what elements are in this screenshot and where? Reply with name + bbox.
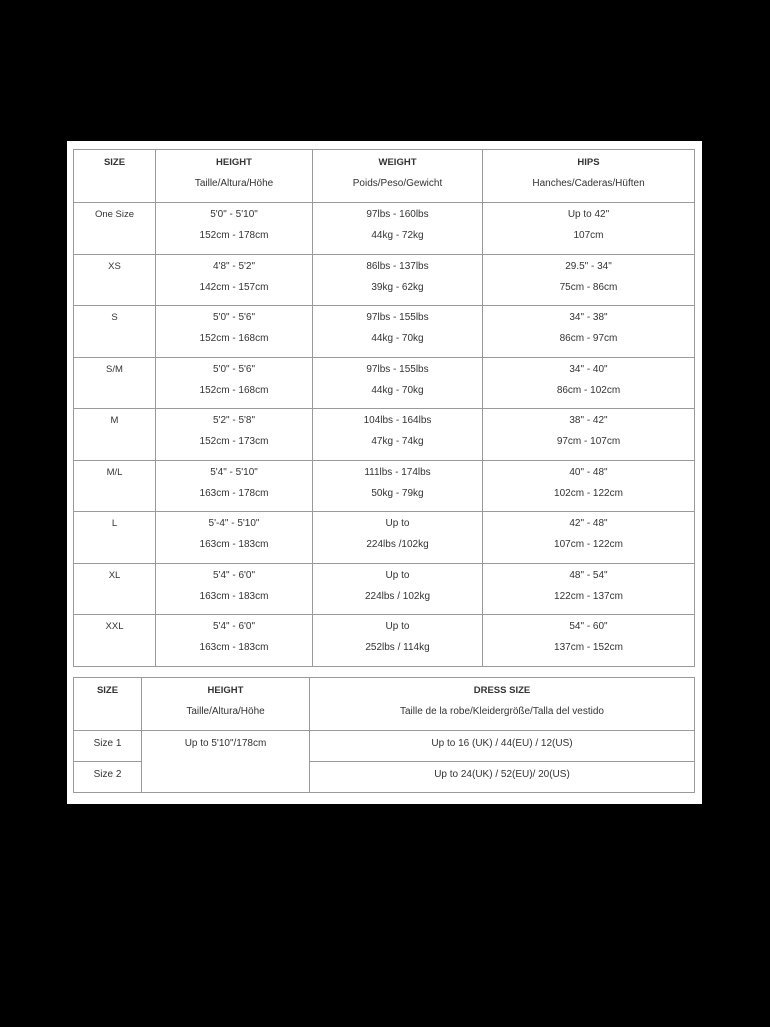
height-metric: 163cm - 178cm	[199, 487, 269, 499]
size-cell: L	[74, 512, 156, 564]
weight-metric: 252lbs / 114kg	[365, 642, 430, 653]
dress-height-cell: Up to 5'10"/178cm	[142, 731, 310, 793]
height-imperial: 5'0" - 5'6"	[212, 312, 256, 323]
dress-header-dress-size-title: DRESS SIZE	[473, 685, 531, 696]
table-row	[74, 512, 695, 564]
table-row	[74, 731, 695, 762]
dress-header-size	[74, 678, 142, 731]
table-row	[74, 615, 695, 667]
height-metric: 163cm - 183cm	[199, 590, 269, 602]
height-imperial: 5'0" - 5'6"	[212, 363, 256, 375]
height-metric: 152cm - 168cm	[199, 384, 269, 396]
hips-cell	[483, 357, 695, 409]
weight-cell	[313, 615, 483, 667]
header-size	[74, 150, 156, 203]
dress-header-size-title: SIZE	[96, 685, 119, 696]
weight-metric: 39kg - 62kg	[371, 281, 424, 293]
dress-header-dress-size-subtitle: Taille de la robe/Kleidergröße/Talla del vestido	[399, 706, 604, 717]
size-cell: XXL	[74, 615, 156, 667]
dress-header-height	[142, 678, 310, 731]
weight-metric: 224lbs / 102kg	[364, 590, 431, 602]
height-imperial: 5'4" - 6'0"	[212, 621, 256, 632]
height-cell	[156, 306, 313, 358]
hips-imperial: 48" - 54"	[569, 569, 608, 581]
weight-metric: 47kg - 74kg	[371, 436, 424, 447]
height-cell	[156, 563, 313, 615]
weight-imperial: 111lbs - 174lbs	[364, 466, 431, 478]
hips-metric: 75cm - 86cm	[559, 281, 618, 293]
weight-cell	[313, 357, 483, 409]
weight-imperial: Up to	[385, 569, 410, 581]
hips-metric: 137cm - 152cm	[554, 642, 623, 653]
hips-cell	[483, 512, 695, 564]
hips-cell	[483, 254, 695, 306]
dress-header-dress-size	[310, 678, 695, 731]
height-imperial: 5'4" - 5'10"	[210, 466, 258, 478]
weight-cell	[313, 563, 483, 615]
hips-imperial: Up to 42"	[567, 209, 610, 220]
weight-cell	[313, 306, 483, 358]
dress-size-value-cell: Up to 16 (UK) / 44(EU) / 12(US)	[310, 731, 695, 762]
table-row	[74, 357, 695, 409]
weight-imperial: 97lbs - 155lbs	[366, 312, 429, 323]
weight-cell	[313, 203, 483, 255]
header-weight-title: WEIGHT	[378, 157, 417, 168]
weight-imperial: 97lbs - 160lbs	[366, 209, 429, 220]
height-cell	[156, 460, 313, 512]
hips-imperial: 54" - 60"	[569, 621, 608, 632]
weight-imperial: Up to	[385, 518, 410, 529]
height-imperial: 5'-4" - 5'10"	[208, 518, 260, 529]
height-cell	[156, 615, 313, 667]
weight-metric: 224lbs /102kg	[366, 539, 429, 550]
size-chart-table	[73, 149, 695, 667]
size-cell: S/M	[74, 357, 156, 409]
weight-metric: 44kg - 70kg	[371, 384, 424, 396]
dress-size-value-cell: Up to 24(UK) / 52(EU)/ 20(US)	[310, 762, 695, 793]
dress-size-cell: Size 1	[74, 731, 142, 762]
dress-size-table	[73, 677, 695, 793]
dress-size-header-row	[74, 678, 695, 731]
hips-cell	[483, 563, 695, 615]
hips-metric: 86cm - 97cm	[559, 333, 618, 344]
dress-header-height-title: HEIGHT	[207, 685, 244, 696]
hips-imperial: 40" - 48"	[569, 466, 608, 478]
header-height-title: HEIGHT	[216, 157, 252, 168]
size-chart-body	[74, 203, 695, 667]
weight-metric: 44kg - 72kg	[371, 230, 424, 241]
table-row	[74, 203, 695, 255]
height-imperial: 4'8" - 5'2"	[212, 260, 256, 272]
dress-header-height-subtitle: Taille/Altura/Höhe	[186, 706, 265, 717]
height-imperial: 5'4" - 6'0"	[212, 569, 256, 581]
size-cell: XL	[74, 563, 156, 615]
height-metric: 142cm - 157cm	[199, 281, 269, 293]
hips-imperial: 34" - 38"	[569, 312, 608, 323]
height-cell	[156, 203, 313, 255]
height-imperial: 5'0" - 5'10"	[210, 209, 258, 220]
hips-imperial: 42" - 48"	[569, 518, 608, 529]
weight-cell	[313, 512, 483, 564]
hips-imperial: 29.5" - 34"	[565, 260, 612, 272]
table-row	[74, 254, 695, 306]
weight-cell	[313, 254, 483, 306]
height-cell	[156, 512, 313, 564]
hips-imperial: 34" - 40"	[569, 363, 608, 375]
size-cell: M/L	[74, 460, 156, 512]
height-cell	[156, 357, 313, 409]
hips-metric: 102cm - 122cm	[554, 487, 623, 499]
hips-metric: 107cm	[573, 230, 604, 241]
hips-metric: 86cm - 102cm	[556, 384, 621, 396]
header-hips-title: HIPS	[577, 157, 600, 168]
weight-cell	[313, 460, 483, 512]
header-size-title: SIZE	[103, 157, 126, 168]
size-cell: XS	[74, 254, 156, 306]
table-row	[74, 306, 695, 358]
header-hips-subtitle: Hanches/Caderas/Hüften	[532, 178, 645, 189]
size-chart-sheet	[67, 141, 702, 804]
weight-imperial: 97lbs - 155lbs	[366, 363, 429, 375]
size-cell: S	[74, 306, 156, 358]
weight-metric: 50kg - 79kg	[371, 487, 424, 499]
height-imperial: 5'2" - 5'8"	[212, 415, 256, 426]
weight-imperial: 104lbs - 164lbs	[363, 415, 432, 426]
weight-metric: 44kg - 70kg	[371, 333, 424, 344]
height-metric: 152cm - 178cm	[199, 230, 269, 241]
height-cell	[156, 254, 313, 306]
table-row	[74, 563, 695, 615]
height-metric: 152cm - 173cm	[199, 436, 269, 447]
height-metric: 152cm - 168cm	[199, 333, 269, 344]
hips-metric: 122cm - 137cm	[554, 590, 623, 602]
height-metric: 163cm - 183cm	[199, 539, 269, 550]
header-height-subtitle: Taille/Altura/Höhe	[194, 178, 274, 189]
hips-cell	[483, 615, 695, 667]
weight-imperial: 86lbs - 137lbs	[366, 260, 429, 272]
dress-size-cell: Size 2	[74, 762, 142, 793]
size-cell: M	[74, 409, 156, 461]
hips-cell	[483, 409, 695, 461]
header-weight-subtitle: Poids/Peso/Gewicht	[352, 178, 443, 189]
height-cell	[156, 409, 313, 461]
hips-cell	[483, 306, 695, 358]
header-hips	[483, 150, 695, 203]
size-cell: One Size	[74, 203, 156, 255]
hips-imperial: 38" - 42"	[569, 415, 608, 426]
hips-metric: 107cm - 122cm	[554, 539, 623, 550]
header-height	[156, 150, 313, 203]
hips-metric: 97cm - 107cm	[556, 436, 621, 447]
hips-cell	[483, 460, 695, 512]
hips-cell	[483, 203, 695, 255]
weight-cell	[313, 409, 483, 461]
header-weight	[313, 150, 483, 203]
table-row	[74, 409, 695, 461]
size-chart-header-row	[74, 150, 695, 203]
height-metric: 163cm - 183cm	[199, 642, 269, 653]
table-row	[74, 460, 695, 512]
weight-imperial: Up to	[385, 621, 410, 632]
